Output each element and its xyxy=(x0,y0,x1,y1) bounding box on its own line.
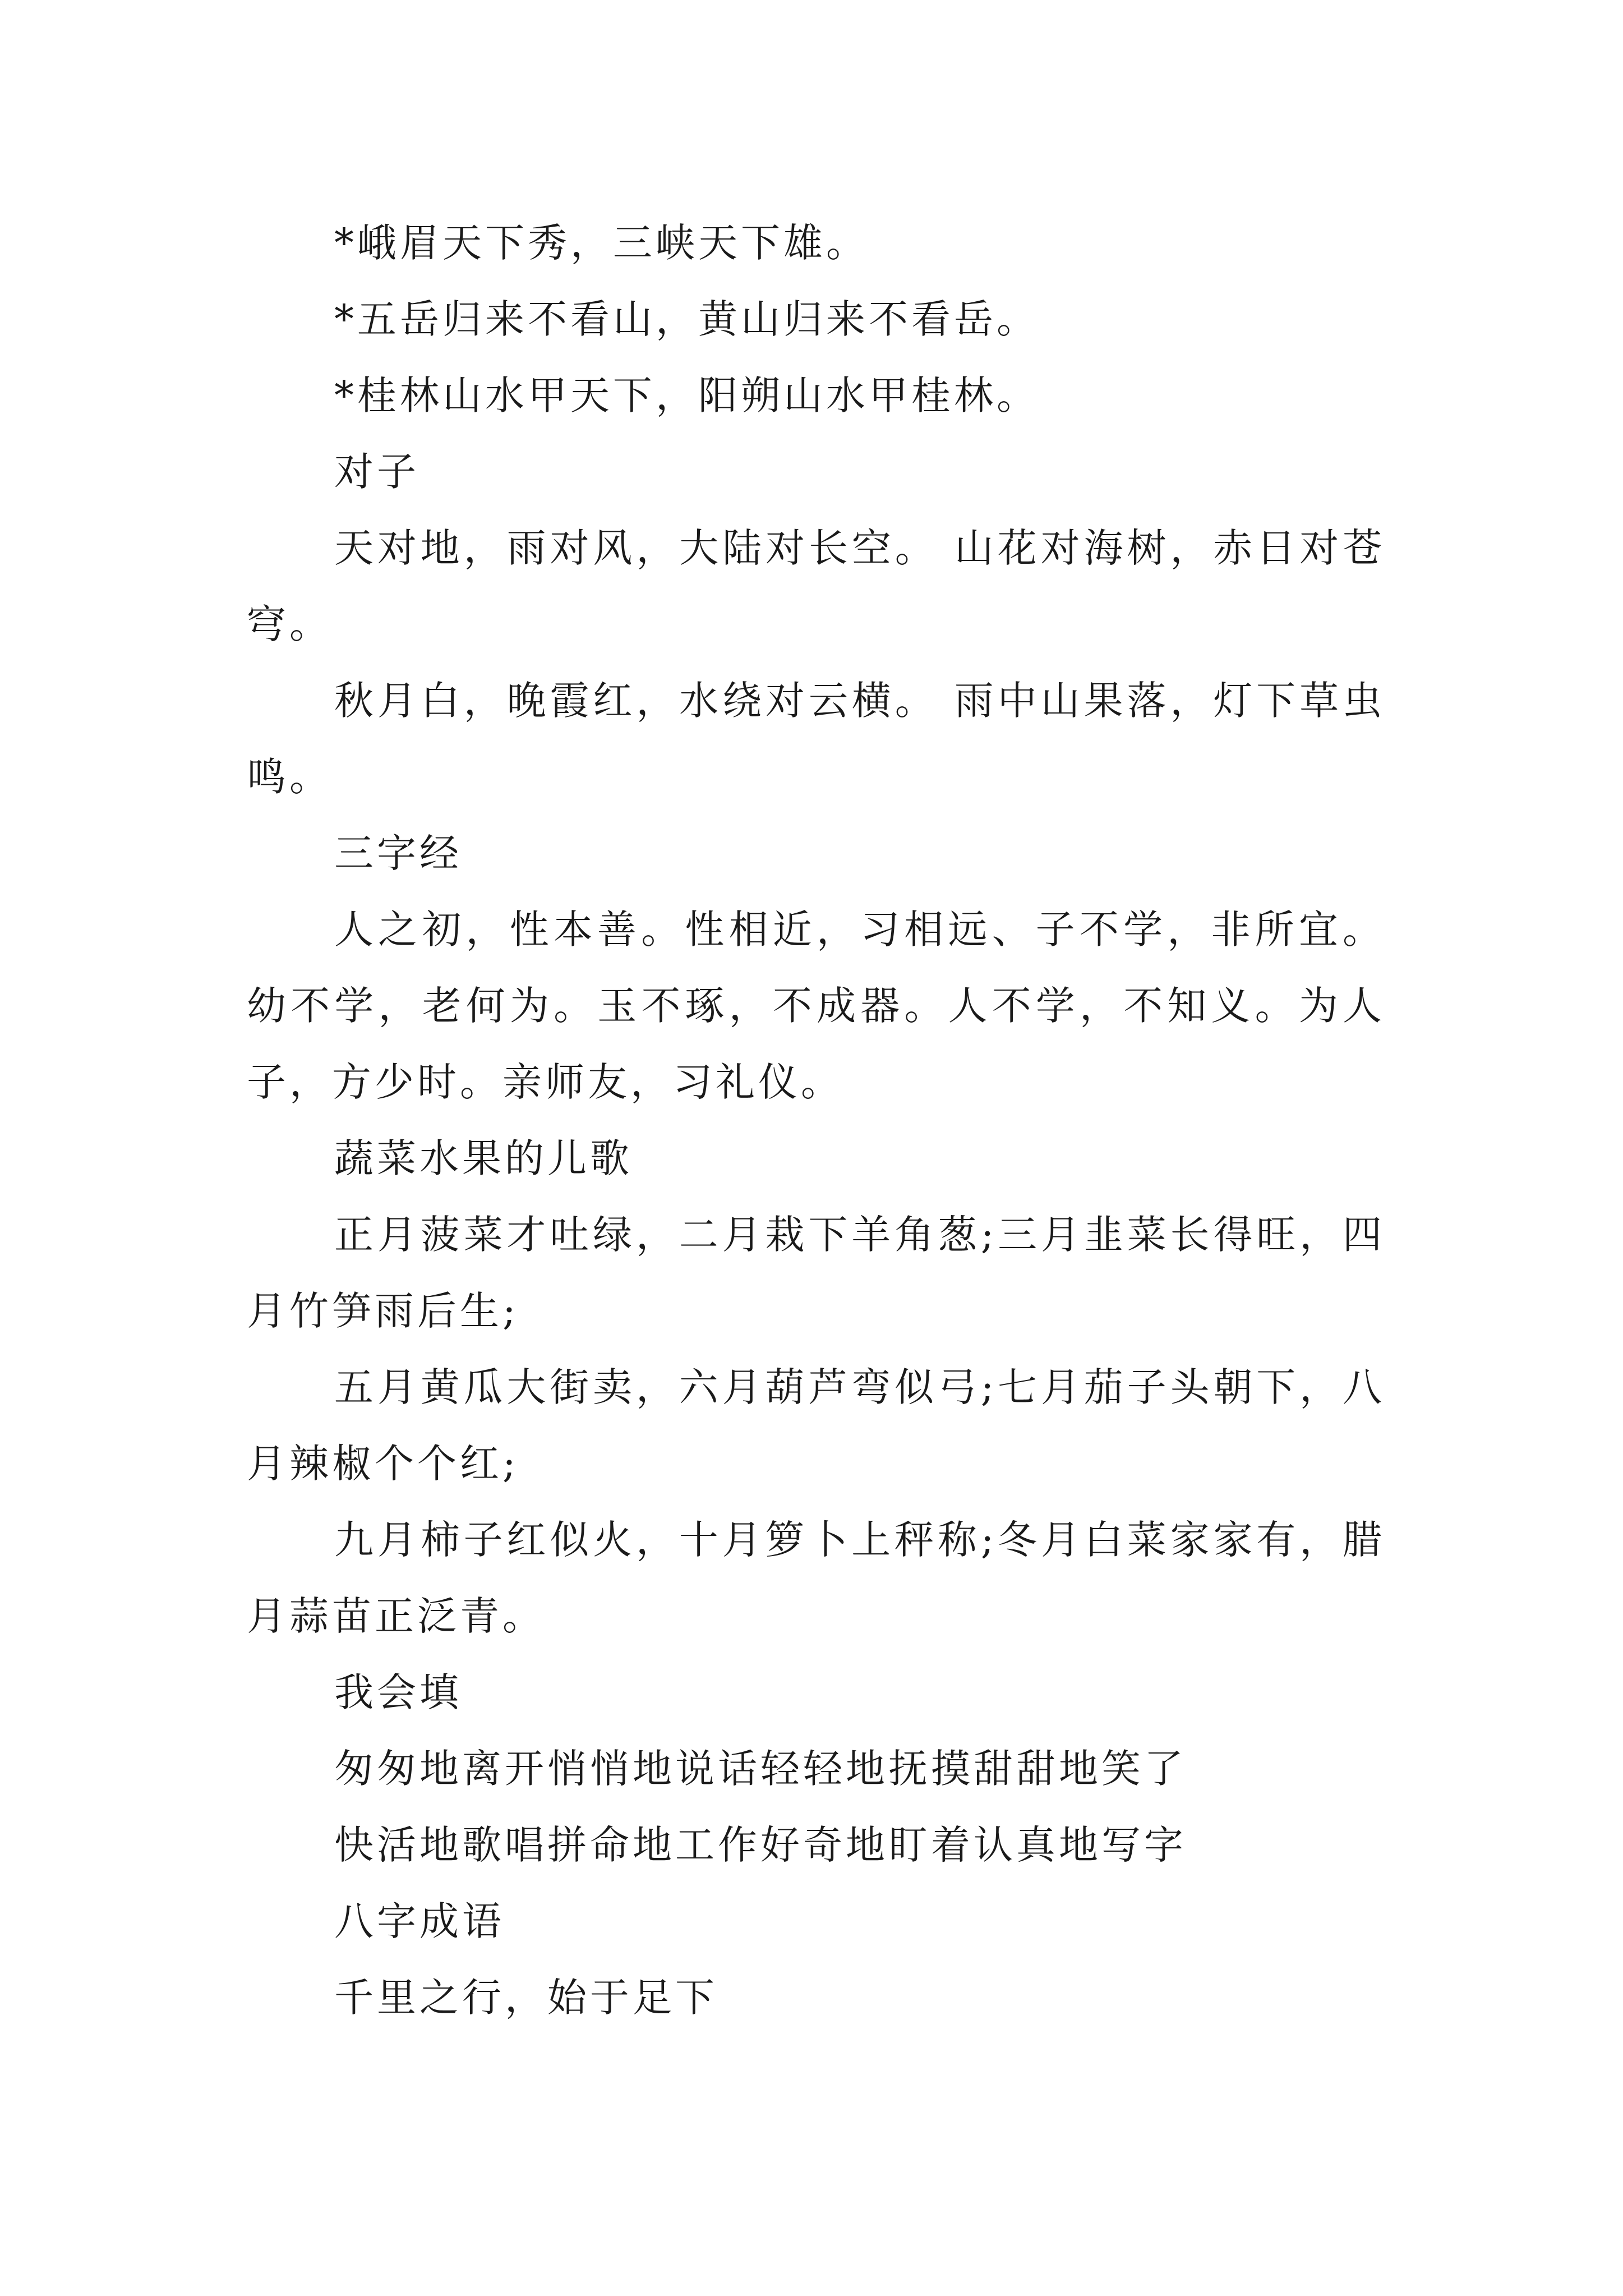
section-heading: 蔬菜水果的儿歌 xyxy=(334,1135,633,1181)
song-paragraph: 五月黄瓜大街卖，六月葫芦弯似弓;七月茄子头朝下，八月辣椒个个红; xyxy=(247,1364,1385,1487)
section-heading: 对子 xyxy=(334,449,419,495)
section-heading: 我会填 xyxy=(334,1669,462,1715)
section-heading: 三字经 xyxy=(334,830,462,876)
phrase-line: 快活地歌唱拼命地工作好奇地盯着认真地写字 xyxy=(334,1822,1187,1868)
proverb-line: *桂林山水甲天下，阳朔山水甲桂林。 xyxy=(334,372,1039,418)
couplet-paragraph: 天对地，雨对风，大陆对长空。 山花对海树，赤日对苍穹。 xyxy=(247,525,1385,647)
idiom-line: 千里之行，始于足下 xyxy=(334,1975,718,2021)
proverb-line: *峨眉天下秀，三峡天下雄。 xyxy=(334,220,869,266)
couplet-paragraph: 秋月白，晚霞红，水绕对云横。 雨中山果落，灯下草虫鸣。 xyxy=(247,678,1385,800)
phrase-line: 匆匆地离开悄悄地说话轻轻地抚摸甜甜地笑了 xyxy=(334,1746,1187,1792)
song-paragraph: 九月柿子红似火，十月箩卜上秤称;冬月白菜家家有，腊月蒜苗正泛青。 xyxy=(247,1517,1385,1639)
section-heading: 八字成语 xyxy=(334,1898,505,1944)
classic-text-paragraph: 人之初，性本善。性相近，习相远、子不学，非所宜。幼不学，老何为。玉不琢，不成器。人不学，不知义。为人子，方少时。亲师友，习礼仪。 xyxy=(247,907,1385,1105)
document-body xyxy=(247,205,1385,2036)
song-paragraph: 正月菠菜才吐绿，二月栽下羊角葱;三月韭菜长得旺，四月竹笋雨后生; xyxy=(247,1212,1385,1334)
proverb-line: *五岳归来不看山，黄山归来不看岳。 xyxy=(334,296,1039,342)
